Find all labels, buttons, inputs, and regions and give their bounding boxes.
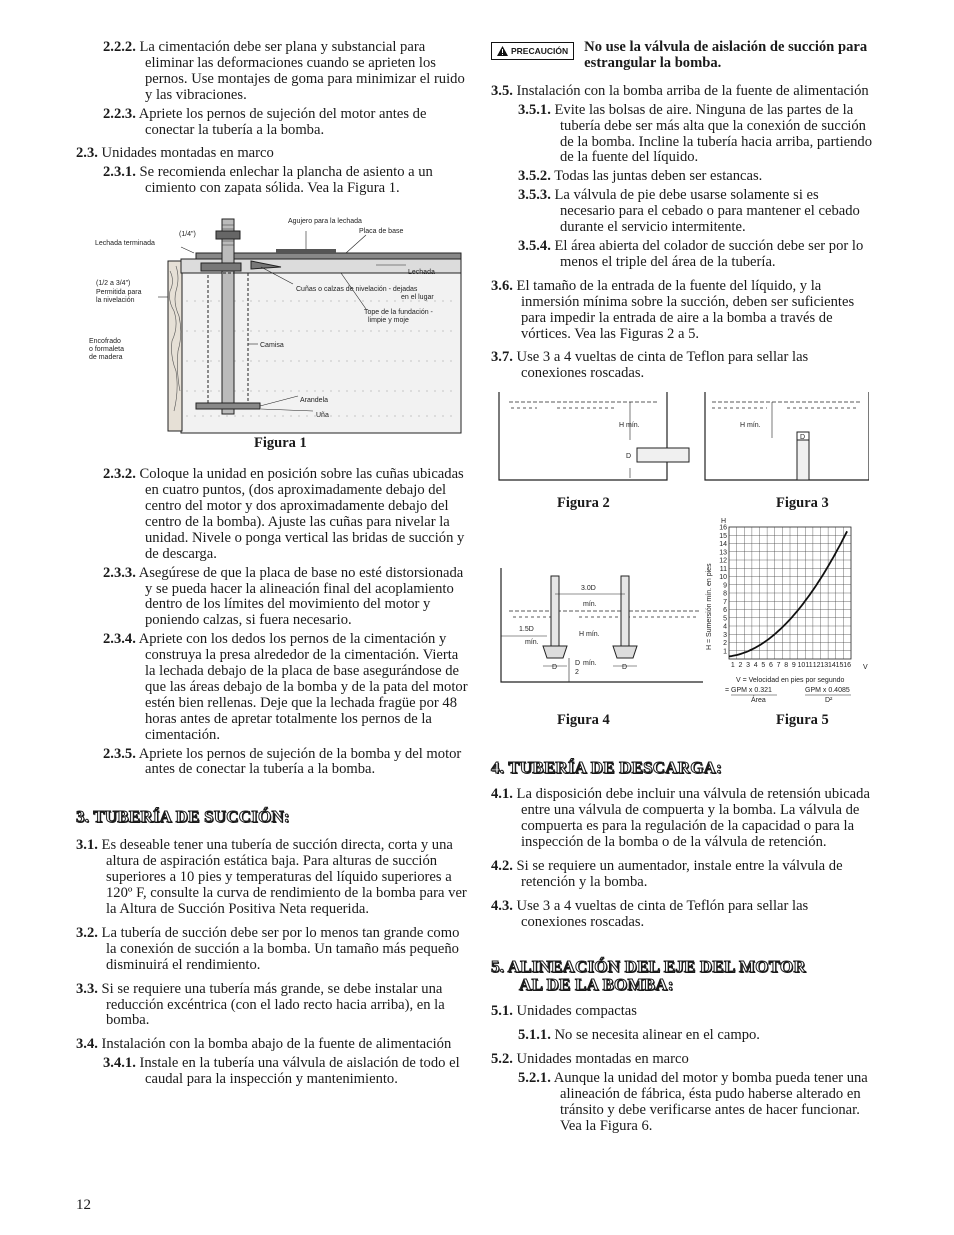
para-4-3: 4.3. Use 3 a 4 vueltas de cinta de Teflón para sellar las conexiones roscadas.: [491, 897, 809, 930]
figure-1: [76, 201, 468, 459]
fig5-ytick: 2: [723, 640, 727, 648]
para-3-1: 3.1. Es deseable tener una tubería de succión directa, corta y una altura de aspiración estática baja. Para alturas de succión superiores a 10 pies y temperaturas del líquido superiores a 120º F, consulte la curva de rendimiento de la bomba para ver la Altura de Succión Positiva Neta requerida.: [76, 837, 467, 917]
label-cunas2: en el lugar: [401, 294, 434, 302]
para-3-4-1: 3.4.1. Instale en la tubería una válvula de aislación de todo el caudal para la inspección y mantenimiento.: [103, 1055, 460, 1088]
fig5-ytick: 13: [719, 549, 727, 557]
fig5-xtick: 9: [791, 662, 796, 670]
fig5-h-label: H: [721, 518, 727, 526]
figure-3-caption: Figura 3: [776, 495, 829, 512]
label-encofrado: Encofrado: [89, 338, 121, 346]
para-3-7: 3.7. Use 3 a 4 vueltas de cinta de Teflon para sellar las conexiones roscadas.: [491, 349, 809, 382]
para-3-5: 3.5. Instalación con la bomba arriba de la fuente de alimentación: [491, 82, 869, 99]
section-5-heading-line2: AL DE LA BOMBA:: [519, 975, 674, 995]
left-column: [76, 40, 468, 1088]
fig5-xtick: 2: [738, 662, 743, 670]
fig5-ytick: 10: [719, 574, 727, 582]
label-lechada-terminada: Lechada terminada: [95, 240, 155, 248]
para-4-1: 4.1. La disposición debe incluir una válvula de retensión ubicada entre una válvula de compuerta y la bomba. La válvula de compuerta es para la regulación de la capacidad o para la inspección de la bomba o de la válvula de retención.: [491, 786, 870, 850]
fig5-xtick: 14: [828, 662, 836, 670]
fig5-xtick: 11: [805, 662, 813, 670]
label-camisa: Camisa: [260, 342, 284, 350]
fig5-xticks: [731, 662, 851, 669]
fig5-xtick: 1: [730, 662, 735, 670]
para-3-5-2: 3.5.2. Todas las juntas deben ser estancas.: [518, 168, 763, 185]
para-2-3-3: 2.3.3. Asegúrese de que la placa de base no esté distorsionada y se pueda hacer la alineación final del acoplamiento dentro de los límites del movimiento del motor y poniendo calzas, si fuera necesario.: [103, 564, 464, 629]
fig5-xtick: 4: [753, 662, 758, 670]
caution-badge: PRECAUCIÓN: [491, 42, 574, 60]
svg-text:H mín.: H mín.: [619, 422, 640, 430]
fig5-eq-right: GPM x 0.4085: [805, 687, 850, 695]
fig5-ytick: 15: [719, 532, 727, 540]
label-placa: Placa de base: [359, 228, 404, 236]
svg-text:mín.: mín.: [583, 601, 597, 609]
svg-text:2: 2: [575, 669, 579, 677]
svg-text:H mín.: H mín.: [740, 422, 761, 430]
figure-5-chart: [701, 515, 871, 715]
para-2-3-5: 2.3.5. Apriete los pernos de sujeción de la bomba y del motor antes de conectar la tubería a la bomba.: [103, 745, 462, 778]
fig5-eq-left: = GPM x 0.321: [725, 687, 772, 695]
fig5-ytick: 14: [719, 541, 727, 549]
para-2-2-3: 2.2.3. Apriete los pernos de sujeción del motor antes de conectar la tubería a la bomba.: [103, 105, 427, 138]
para-5-2-1: 5.2.1. Aunque la unidad del motor y bomba pueda tener una alineación de fábrica, ésta pudo haberse alterado en tránsito y debe verificarse antes de hacer funcionar. Vea la Figura 6.: [518, 1070, 868, 1134]
fig5-xtick: 12: [812, 662, 821, 670]
fig5-ytick: 3: [723, 631, 727, 639]
para-2-3-2: 2.3.2. Coloque la unidad en posición sobre las cuñas ubicadas en cuatro puntos, (dos aproximadamente debajo del centro del motor y dos aproximadamente debajo del centro de la bomba). Ajuste las cuñas para nivelar la unidad. Nivele o ponga vertical las bridas de succión y de descarga.: [103, 466, 465, 562]
fig5-v-label: V: [863, 664, 868, 672]
figure-1-caption: Figura 1: [254, 435, 307, 452]
para-3-5-1: 3.5.1. Evite las bolsas de aire. Ninguna de las partes de la tubería debe ser más alta que la conexión de succión de la bomba. Incline la tubería hacia arriba, partiendo de la fuente del líquido.: [518, 101, 872, 166]
para-3-5-4: 3.5.4. El área abierta del colador de succión debe ser por lo menos el triple del área de la tubería.: [518, 237, 864, 270]
label-permitida3: la nivelación: [96, 297, 135, 305]
figures-2-3-diagram: [497, 390, 869, 490]
para-5-1-1: 5.1.1. No se necesita alinear en el campo.: [518, 1027, 760, 1044]
label-permitida: (1/2 a 3/4"): [96, 280, 131, 288]
svg-text:3.0D: 3.0D: [581, 585, 596, 593]
para-2-3: 2.3. Unidades montadas en marco: [76, 145, 274, 162]
para-3-5-3: 3.5.3. La válvula de pie debe usarse solamente si es necesario para el cebado o para mantener el cebado durante el servicio intermitente.: [518, 187, 860, 236]
svg-text:1.5D: 1.5D: [519, 626, 534, 634]
svg-text:D: D: [626, 453, 632, 461]
fig5-ytick: 8: [723, 590, 727, 598]
fig5-ytick: 11: [719, 565, 727, 573]
label-una: Uña: [316, 412, 329, 420]
para-2-2-2: 2.2.2. La cimentación debe ser plana y substancial para eliminar las deformaciones cuando se aprieten los pernos. Use montajes de goma para minimizar el ruido y las vibraciones.: [103, 39, 465, 103]
para-3-3: 3.3. Si se requiere una tubería más grande, se debe instalar una reducción excéntrica (con el lado recto hacia arriba), en la bomba.: [76, 980, 445, 1029]
fig5-eq-right-den: D²: [825, 697, 833, 705]
fig5-eq-left-den: Área: [751, 697, 766, 705]
label-tope2: limpie y moje: [368, 317, 409, 325]
fig5-xtick: 6: [768, 662, 773, 670]
label-arandela: Arandela: [300, 397, 329, 405]
para-2-3-1: 2.3.1. Se recomienda enlechar la plancha de asiento a un cimiento con zapata sólida. Vea la Figura 1.: [103, 164, 433, 197]
right-column: [491, 40, 877, 1135]
fig5-curve: [729, 532, 847, 657]
fig5-ytick: 9: [723, 582, 727, 590]
fig5-yticks: [719, 525, 727, 656]
fig5-xtick: 10: [797, 662, 806, 670]
para-3-2: 3.2. La tubería de succión debe ser por lo menos tan grande como la conexión de succión a la bomba. Un tamaño más pequeño disminuirá el rendimiento.: [76, 924, 460, 973]
fig5-xtick: 3: [746, 662, 751, 670]
label-permitida2: Permitida para: [96, 289, 142, 297]
para-3-4: 3.4. Instalación con la bomba abajo de la fuente de alimentación: [76, 1036, 452, 1053]
para-5-1: 5.1. Unidades compactas: [491, 1003, 637, 1020]
fig5-xtick: 16: [843, 662, 852, 670]
para-4-2: 4.2. Si se requiere un aumentador, instale entre la válvula de retención y la bomba.: [491, 857, 843, 890]
figure-4-diagram: [499, 566, 704, 686]
figure-2-tank: [499, 392, 689, 480]
fig5-ytick: 12: [719, 557, 727, 565]
fig5-xtick: 7: [776, 662, 781, 670]
label-tope: Tope de la fundación -: [364, 309, 433, 317]
caution-notice: [491, 40, 877, 72]
foundation-diagram: [76, 201, 468, 436]
para-2-3-4: 2.3.4. Apriete con los dedos los pernos de la cimentación y construya la presa alrededor de la cimentación. Vierta la lechada debajo de la placa de base asegurándose de que las áreas debajo de la bomba y de la pata del motor estén bien rellenas. Deje que la lechada fragüe por 48 horas antes de apretar totalmente los pernos de la cimentación.: [103, 631, 468, 743]
label-cuarto: (1/4"): [179, 231, 196, 239]
fig5-ytick: 1: [723, 648, 727, 656]
fig5-xtick: 5: [761, 662, 766, 670]
label-agujero: Agujero para la lechada: [288, 218, 362, 226]
section-4-heading: 4. TUBERÍA DE DESCARGA:: [491, 758, 722, 778]
figures-2-5: [491, 390, 877, 745]
fig5-xtick: 8: [784, 662, 789, 670]
fig5-ytick: 4: [723, 623, 727, 631]
fig5-ytick: 7: [723, 598, 727, 606]
section-5-heading: 5. ALINEACIÓN DEL EJE DEL MOTOR: [491, 957, 806, 977]
svg-text:mín.: mín.: [525, 639, 539, 647]
caution-text: No use la válvula de aislación de succión para estrangular la bomba.: [584, 39, 868, 71]
fig5-ytick: 5: [723, 615, 727, 623]
fig5-y-axis-title: H = Sumersión mín. en pies: [706, 563, 713, 651]
label-encofrado2: o formaleta: [89, 346, 125, 354]
page-number: 12: [76, 1197, 91, 1213]
fig5-xtick: 13: [820, 662, 829, 670]
svg-text:H mín.: H mín.: [579, 631, 600, 639]
fig5-ytick: 16: [719, 524, 727, 532]
fig5-grid: [729, 527, 851, 659]
label-encofrado3: de madera: [89, 354, 123, 362]
svg-text:D: D: [622, 664, 628, 672]
fig5-xtick: 15: [835, 662, 844, 670]
svg-text:mín.: mín.: [583, 660, 597, 668]
svg-text:D: D: [552, 664, 558, 672]
fig5-ytick: 6: [723, 607, 727, 615]
fig5-x-caption: V = Velocidad en pies por segundo: [736, 677, 845, 685]
svg-text:D: D: [800, 434, 806, 442]
warning-triangle-icon: [497, 46, 508, 56]
para-5-2: 5.2. Unidades montadas en marco: [491, 1051, 689, 1068]
svg-text:D: D: [575, 660, 581, 668]
figure-2-caption: Figura 2: [557, 495, 610, 512]
figure-3-tank: [705, 392, 869, 480]
label-lechada: Lechada: [408, 269, 435, 277]
para-3-6: 3.6. El tamaño de la entrada de la fuente del líquido, y la inmersión mínima sobre la succión, deben ser suficientes para impedir la entrada de aire a la bomba a través de vórtices. Vea las Figuras 2 a 5.: [491, 277, 855, 342]
figure-4-caption: Figura 4: [557, 712, 610, 729]
label-cunas: Cuñas o calzas de nivelación - dejadas: [296, 286, 418, 294]
figure-5-caption: Figura 5: [776, 712, 829, 729]
section-3-heading: 3. TUBERÍA DE SUCCIÓN:: [76, 807, 290, 827]
